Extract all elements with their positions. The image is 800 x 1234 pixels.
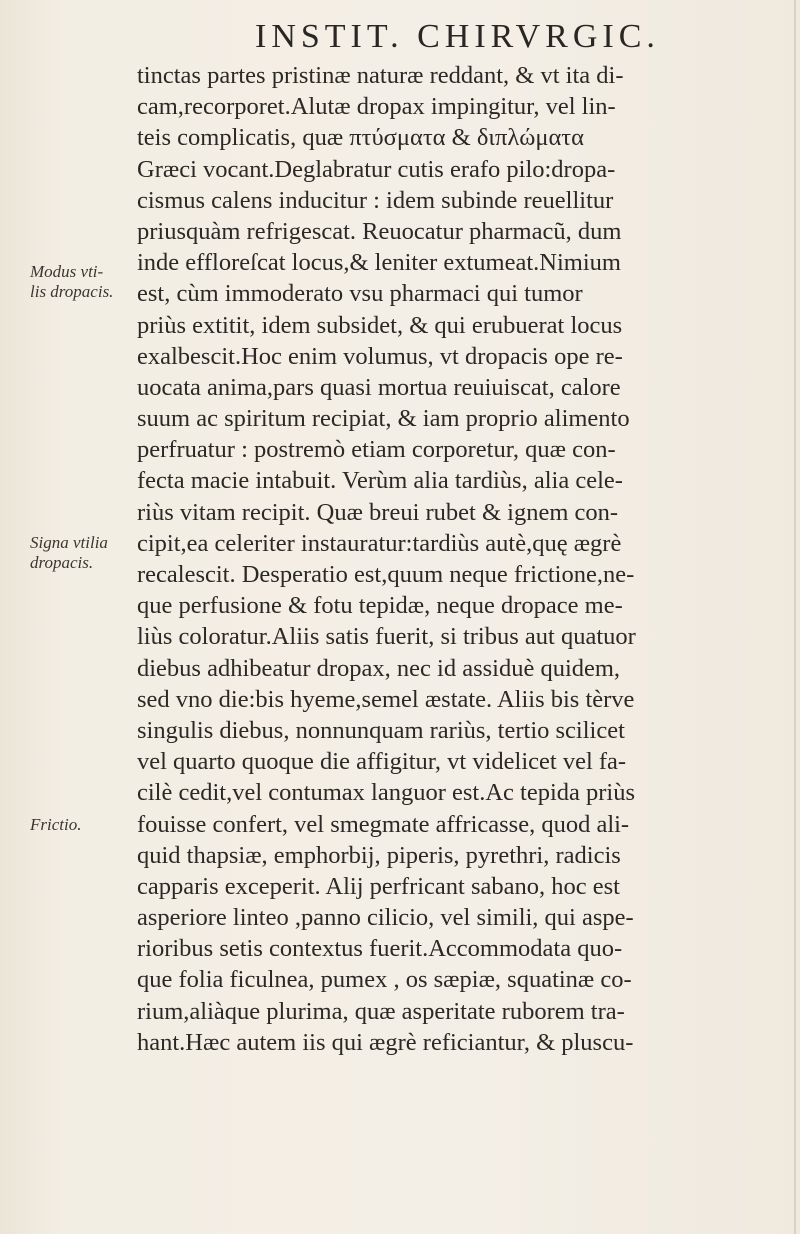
text-line: liùs coloratur.Aliis satis fuerit, si tribus aut quatuor <box>137 623 636 651</box>
text-line: recalescit. Desperatio est,quum neque frictione,ne- <box>137 561 635 588</box>
marginal-note-modus <box>30 262 113 302</box>
text-line: suum ac spiritum recipiat, & iam proprio alimento <box>137 405 630 433</box>
text-line: inde effloreſcat locus,& leniter extumeat.Nimium <box>137 249 621 277</box>
text-line: tinctas partes pristinæ naturæ reddant, & vt ita di- <box>137 62 624 89</box>
running-head: INSTIT. CHIRVRGIC. <box>255 18 660 55</box>
text-line: asperiore linteo ,panno cilicio, vel simili, qui aspe- <box>137 904 634 932</box>
text-line: Græci vocant.Deglabratur cutis erafo pilo:dropa- <box>137 155 616 183</box>
text-line: riùs vitam recipit. Quæ breui rubet & ignem con- <box>137 498 619 526</box>
text-line: singulis diebus, nonnunquam rariùs, tertio scilicet <box>137 716 625 744</box>
marginal-note-line: Modus vti- <box>30 262 104 281</box>
text-line: exalbescit.Hoc enim volumus, vt dropacis ope re- <box>137 342 623 370</box>
text-line: fecta macie intabuit. Verùm alia tardiùs, alia cele- <box>137 467 623 495</box>
marginal-note-signa <box>30 533 108 573</box>
text-line: est, cùm immoderato vsu pharmaci qui tumor <box>137 280 583 308</box>
text-line: cipit,ea celeriter instauratur:tardiùs autè,quę ægrè <box>137 529 622 557</box>
marginal-note-line: lis dropacis. <box>30 282 114 301</box>
text-line: vel quarto quoque die affigitur, vt videlicet vel fa- <box>137 748 627 776</box>
text-line: capparis exceperit. Alij perfricant sabano, hoc est <box>137 872 620 900</box>
text-line: cilè cedit,vel contumax languor est.Ac tepida priùs <box>137 779 636 807</box>
marginal-note-line: dropacis. <box>30 553 94 572</box>
text-line: diebus adhibeatur dropax, nec id assiduè quidem, <box>137 654 621 682</box>
text-line: que folia ficulnea, pumex , os sæpiæ, squatinæ co- <box>137 966 632 994</box>
text-line: priusquàm refrigescat. Reuocatur pharmacũ, dum <box>137 217 622 245</box>
text-line: priùs extitit, idem subsidet, & qui erubuerat locus <box>137 311 623 339</box>
text-line: uocata anima,pars quasi mortua reuiuiscat, calore <box>137 373 621 401</box>
marginal-note-frictio <box>30 815 81 835</box>
text-line: fouisse confert, vel smegmate affricasse, quod ali- <box>137 810 630 838</box>
text-line: rioribus setis contextus fuerit.Accommodata quo- <box>137 935 623 963</box>
text-line: perfruatur : postremò etiam corporetur, quæ con- <box>137 436 616 464</box>
text-line: cam,recorporet.Alutæ dropax impingitur, vel lin- <box>137 93 616 121</box>
text-line: que perfusione & fotu tepidæ, neque dropace me- <box>137 592 623 620</box>
page-edge <box>794 0 796 1234</box>
body-text <box>137 60 787 1058</box>
text-line: cismus calens inducitur : idem subinde reuellitur <box>137 186 614 214</box>
text-line: rium,aliàque plurima, quæ asperitate ruborem tra- <box>137 997 625 1025</box>
text-line: hant.Hæc autem iis qui ægrè reficiantur, & pluscu- <box>137 1028 634 1056</box>
text-line: sed vno die:bis hyeme,semel æstate. Aliis bis tèrve <box>137 685 635 713</box>
marginal-note-line: Signa vtilia <box>30 533 108 552</box>
marginal-note-line: Frictio. <box>30 815 82 834</box>
text-line: quid thapsiæ, emphorbij, piperis, pyrethri, radicis <box>137 841 621 869</box>
text-line: teis complicatis, quæ πτύσματα & διπλώματα <box>137 124 584 152</box>
